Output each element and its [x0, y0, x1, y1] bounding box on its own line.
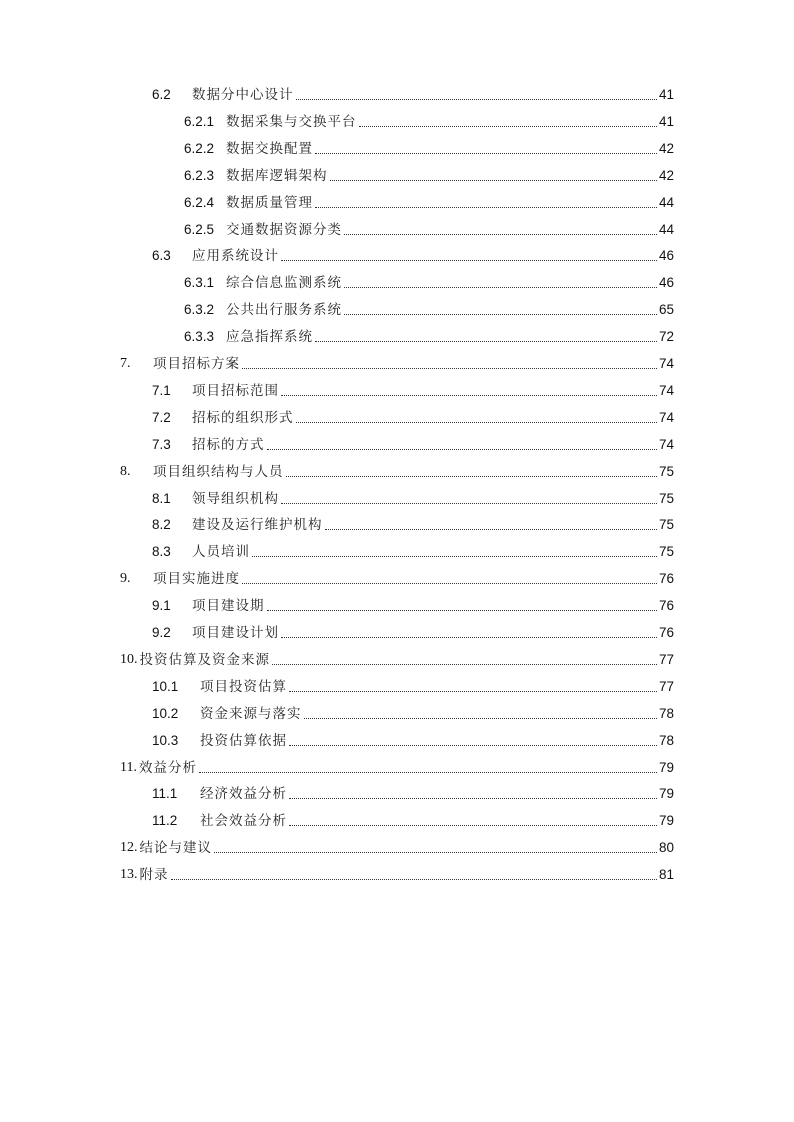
toc-entry-title: 项目投资估算	[200, 678, 287, 695]
toc-entry[interactable]	[152, 697, 674, 724]
dot-leader	[344, 233, 657, 235]
toc-entry[interactable]	[184, 132, 674, 159]
toc-entry-page-number: 42	[658, 140, 674, 156]
toc-entry-number: 12.	[120, 840, 138, 856]
toc-entry-number: 8.	[120, 463, 131, 479]
toc-entry-page-number: 75	[658, 517, 674, 533]
toc-entry-title: 项目组织结构与人员	[153, 463, 284, 480]
dot-leader	[344, 286, 657, 288]
toc-entry-number: 7.1	[152, 382, 171, 398]
toc-entry-page-number: 79	[658, 759, 674, 775]
toc-entry-page-number: 79	[658, 813, 674, 829]
toc-entry[interactable]	[120, 751, 674, 778]
toc-entry-title: 应用系统设计	[192, 248, 279, 265]
toc-entry-title: 项目招标方案	[153, 356, 240, 372]
toc-entry-number: 13.	[120, 867, 138, 883]
toc-entry-number: 9.	[120, 571, 131, 587]
toc-entry-number: 6.3.1	[184, 275, 215, 291]
toc-entry[interactable]	[152, 428, 674, 455]
dot-leader	[267, 448, 657, 450]
toc-entry-number: 6.2.5	[184, 221, 215, 237]
dot-leader	[199, 771, 657, 773]
toc-entry-number: 9.1	[152, 598, 171, 614]
toc-entry-title: 应急指挥系统	[226, 329, 313, 346]
toc-entry[interactable]	[152, 239, 674, 266]
toc-entry-title: 结论与建议	[139, 840, 212, 857]
toc-entry-number: 7.2	[152, 409, 171, 425]
toc-entry-page-number: 75	[658, 544, 674, 560]
dot-leader	[242, 582, 657, 584]
dot-leader	[315, 152, 657, 154]
toc-entry-page-number: 76	[658, 571, 674, 587]
toc-entry-page-number: 77	[658, 651, 674, 667]
toc-entry-number: 8.1	[152, 490, 171, 506]
dot-leader	[296, 98, 657, 100]
toc-entry-title: 效益分析	[138, 759, 197, 776]
toc-entry[interactable]	[152, 374, 674, 401]
toc-entry-title: 数据库逻辑架构	[226, 167, 328, 184]
dot-leader	[289, 824, 657, 826]
toc-entry-number: 6.2.2	[184, 140, 215, 156]
toc-entry-title: 项目建设期	[192, 598, 265, 615]
dot-leader	[315, 340, 657, 342]
toc-entry-page-number: 81	[658, 867, 674, 883]
dot-leader	[171, 878, 657, 880]
toc-entry-title: 招标的方式	[192, 436, 265, 453]
toc-entry-page-number: 75	[658, 463, 674, 479]
toc-entry-title: 经济效益分析	[200, 786, 287, 803]
toc-entry-number: 8.3	[152, 544, 171, 560]
toc-entry-number: 6.2.3	[184, 167, 215, 183]
toc-entry-page-number: 76	[658, 598, 674, 614]
toc-entry[interactable]	[184, 293, 674, 320]
toc-entry[interactable]	[152, 777, 674, 804]
toc-entry[interactable]	[184, 186, 674, 213]
toc-entry-page-number: 78	[658, 705, 674, 721]
toc-entry-title: 投资估算依据	[200, 732, 287, 749]
dot-leader	[304, 717, 657, 719]
dot-leader	[267, 609, 657, 611]
toc-entry-page-number: 42	[658, 167, 674, 183]
dot-leader	[214, 851, 657, 853]
dot-leader	[289, 797, 657, 799]
toc-entry-page-number: 75	[658, 490, 674, 506]
toc-entry[interactable]	[152, 78, 674, 105]
toc-entry-number: 6.3	[152, 248, 171, 264]
toc-entry-number: 10.	[120, 651, 138, 667]
toc-entry-number: 6.3.3	[184, 329, 215, 345]
toc-entry[interactable]	[184, 105, 674, 132]
toc-entry[interactable]	[120, 562, 674, 589]
toc-entry[interactable]	[152, 535, 674, 562]
toc-entry-number: 6.3.2	[184, 302, 215, 318]
toc-entry[interactable]	[184, 266, 674, 293]
toc-entry[interactable]	[120, 643, 674, 670]
toc-entry-title: 建设及运行维护机构	[192, 517, 323, 534]
dot-leader	[242, 367, 657, 369]
toc-entry-number: 7.3	[152, 436, 171, 452]
dot-leader	[289, 744, 657, 746]
toc-entry-page-number: 78	[658, 732, 674, 748]
toc-entry-page-number: 80	[658, 840, 674, 856]
toc-entry[interactable]	[120, 347, 674, 374]
dot-leader	[289, 690, 657, 692]
toc-entry-title: 交通数据资源分类	[226, 221, 342, 238]
dot-leader	[281, 502, 657, 504]
toc-entry-page-number: 76	[658, 625, 674, 640]
toc-entry-title: 综合信息监测系统	[226, 275, 342, 292]
toc-entry-number: 11.2	[152, 813, 178, 829]
toc-entry-number: 11.	[120, 759, 137, 775]
toc-entry-title: 投资估算及资金来源	[139, 651, 270, 668]
toc-entry-title: 资金来源与落实	[200, 705, 302, 722]
dot-leader	[272, 663, 657, 665]
toc-entry-page-number: 74	[658, 436, 674, 452]
toc-entry-number: 6.2.4	[184, 194, 215, 210]
dot-leader	[315, 206, 657, 208]
dot-leader	[296, 421, 657, 423]
toc-entry-number: 10.3	[152, 732, 179, 748]
toc-entry-page-number: 79	[658, 786, 674, 802]
dot-leader	[344, 313, 657, 315]
toc-entry-page-number: 74	[658, 356, 674, 371]
toc-entry-title: 附录	[139, 867, 169, 884]
toc-entry-number: 10.2	[152, 705, 179, 721]
toc-entry[interactable]	[152, 589, 674, 616]
dot-leader	[281, 394, 657, 396]
toc-entry-number: 7.	[120, 356, 131, 371]
toc-entry-title: 招标的组织形式	[192, 409, 294, 426]
toc-entry-title: 数据分中心设计	[192, 87, 294, 103]
toc-entry-title: 数据采集与交换平台	[226, 113, 357, 130]
toc-entry-page-number: 46	[658, 275, 674, 291]
toc-entry-number: 6.2.1	[184, 113, 215, 129]
toc-entry-number: 9.2	[152, 625, 171, 640]
toc-entry-title: 人员培训	[192, 544, 250, 561]
toc-entry-title: 项目建设计划	[192, 625, 279, 641]
dot-leader	[286, 475, 657, 477]
toc-entry[interactable]	[184, 213, 674, 240]
toc-entry-page-number: 46	[658, 248, 674, 264]
toc-entry-number: 8.2	[152, 517, 171, 533]
toc-entry-number: 6.2	[152, 87, 171, 102]
toc-entry-number: 10.1	[152, 678, 179, 694]
toc-entry[interactable]	[152, 670, 674, 697]
toc-entry-page-number: 65	[658, 302, 674, 318]
toc-entry-title: 项目实施进度	[153, 571, 240, 588]
toc-entry[interactable]	[152, 804, 674, 831]
toc-entry[interactable]	[184, 320, 674, 347]
toc-entry-title: 社会效益分析	[200, 813, 287, 830]
toc-entry-page-number: 77	[658, 678, 674, 694]
dot-leader	[281, 259, 657, 261]
toc-entry-number: 11.1	[152, 786, 178, 802]
toc-entry-page-number: 44	[658, 194, 674, 210]
toc-entry[interactable]	[152, 724, 674, 751]
toc-entry[interactable]	[120, 455, 674, 482]
toc-entry-title: 项目招标范围	[192, 382, 279, 399]
dot-leader	[281, 636, 657, 638]
toc-entry-title: 领导组织机构	[192, 490, 279, 507]
dot-leader	[325, 528, 657, 530]
dot-leader	[359, 125, 657, 127]
toc-entry-page-number: 41	[658, 113, 674, 129]
toc-entry[interactable]	[152, 508, 674, 535]
dot-leader	[252, 555, 657, 557]
toc-entry-page-number: 44	[658, 221, 674, 237]
toc-entry[interactable]	[152, 616, 674, 643]
toc-entry[interactable]	[120, 858, 674, 885]
toc-entry-page-number: 72	[658, 329, 674, 345]
toc-entry[interactable]	[152, 482, 674, 509]
toc-entry-page-number: 74	[658, 382, 674, 398]
toc-entry-page-number: 74	[658, 409, 674, 425]
toc-entry[interactable]	[184, 159, 674, 186]
toc-entry[interactable]	[152, 401, 674, 428]
dot-leader	[330, 179, 657, 181]
toc-entry-page-number: 41	[658, 87, 674, 102]
toc-entry[interactable]	[120, 831, 674, 858]
toc-entry-title: 公共出行服务系统	[226, 302, 342, 319]
toc-entry-title: 数据质量管理	[226, 194, 313, 211]
toc-entry-title: 数据交换配置	[226, 140, 313, 157]
